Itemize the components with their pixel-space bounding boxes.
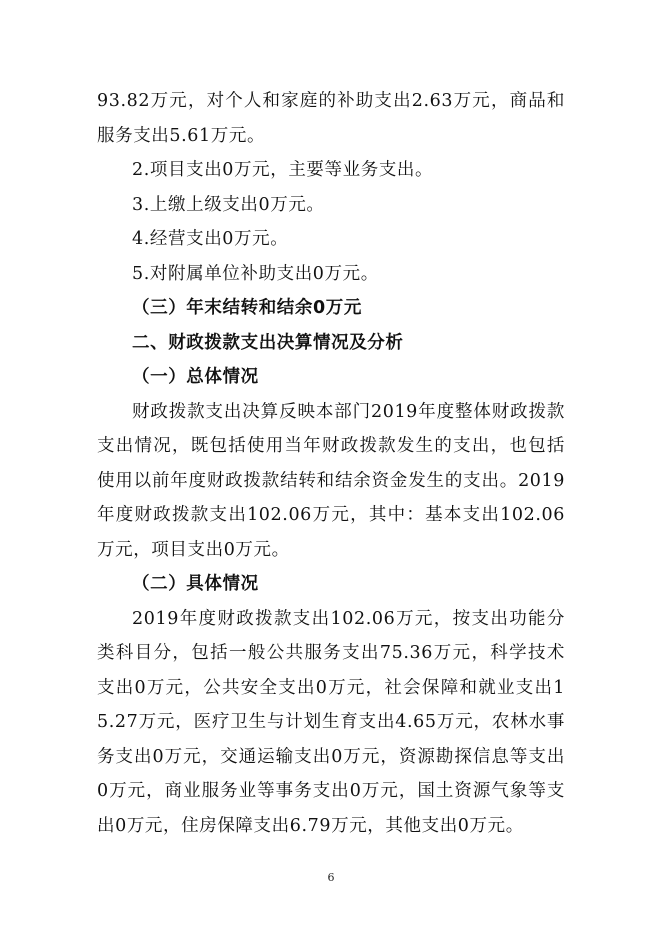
paragraph-project-expense: 2.项目支出0万元，主要等业务支出。 (132, 160, 434, 180)
paragraph-operating-expense: 4.经营支出0万元。 (132, 229, 289, 249)
paragraph-superior-payment: 3.上缴上级支出0万元。 (132, 194, 325, 215)
heading-overall-situation: （一）总体情况 (132, 367, 259, 387)
paragraph-subsidiary-subsidy: 5.对附属单位补助支出0万元。 (132, 263, 379, 284)
paragraph-continuation: 93.82万元，对个人和家庭的补助支出2.63万元，商品和服务支出5.61万元。 (97, 91, 565, 146)
document-body (97, 84, 565, 843)
page-number: 6 (327, 871, 335, 884)
paragraph-specific-situation: 2019年度财政拨款支出102.06万元，按支出功能分类科目分，包括一般公共服务支出75.36万元，科学技术支出0万元，公共安全支出0万元，社会保障和就业支出15.27万元，医疗卫生与计划生育支出4.65万元，农林水事务支出0万元，交通运输支出0万元，资源勘探信息等支出0万元，商业服务业等事务支出0万元，国土资源气象等支出0万元，住房保障支出6.79万元，其他支出0万元。 (97, 608, 565, 836)
heading-section-two: 二、财政拨款支出决算情况及分析 (132, 332, 404, 353)
heading-specific-situation: （二）具体情况 (132, 574, 259, 594)
heading-year-end-carryover: （三）年末结转和结余0万元 (132, 298, 362, 318)
paragraph-overall-situation: 财政拨款支出决算反映本部门2019年度整体财政拨款支出情况，既包括使用当年财政拨款发生的支出，也包括使用以前年度财政拨款结转和结余资金发生的支出。2019年度财政拨款支出102.06万元，其中：基本支出102.06万元，项目支出0万元。 (97, 401, 565, 560)
